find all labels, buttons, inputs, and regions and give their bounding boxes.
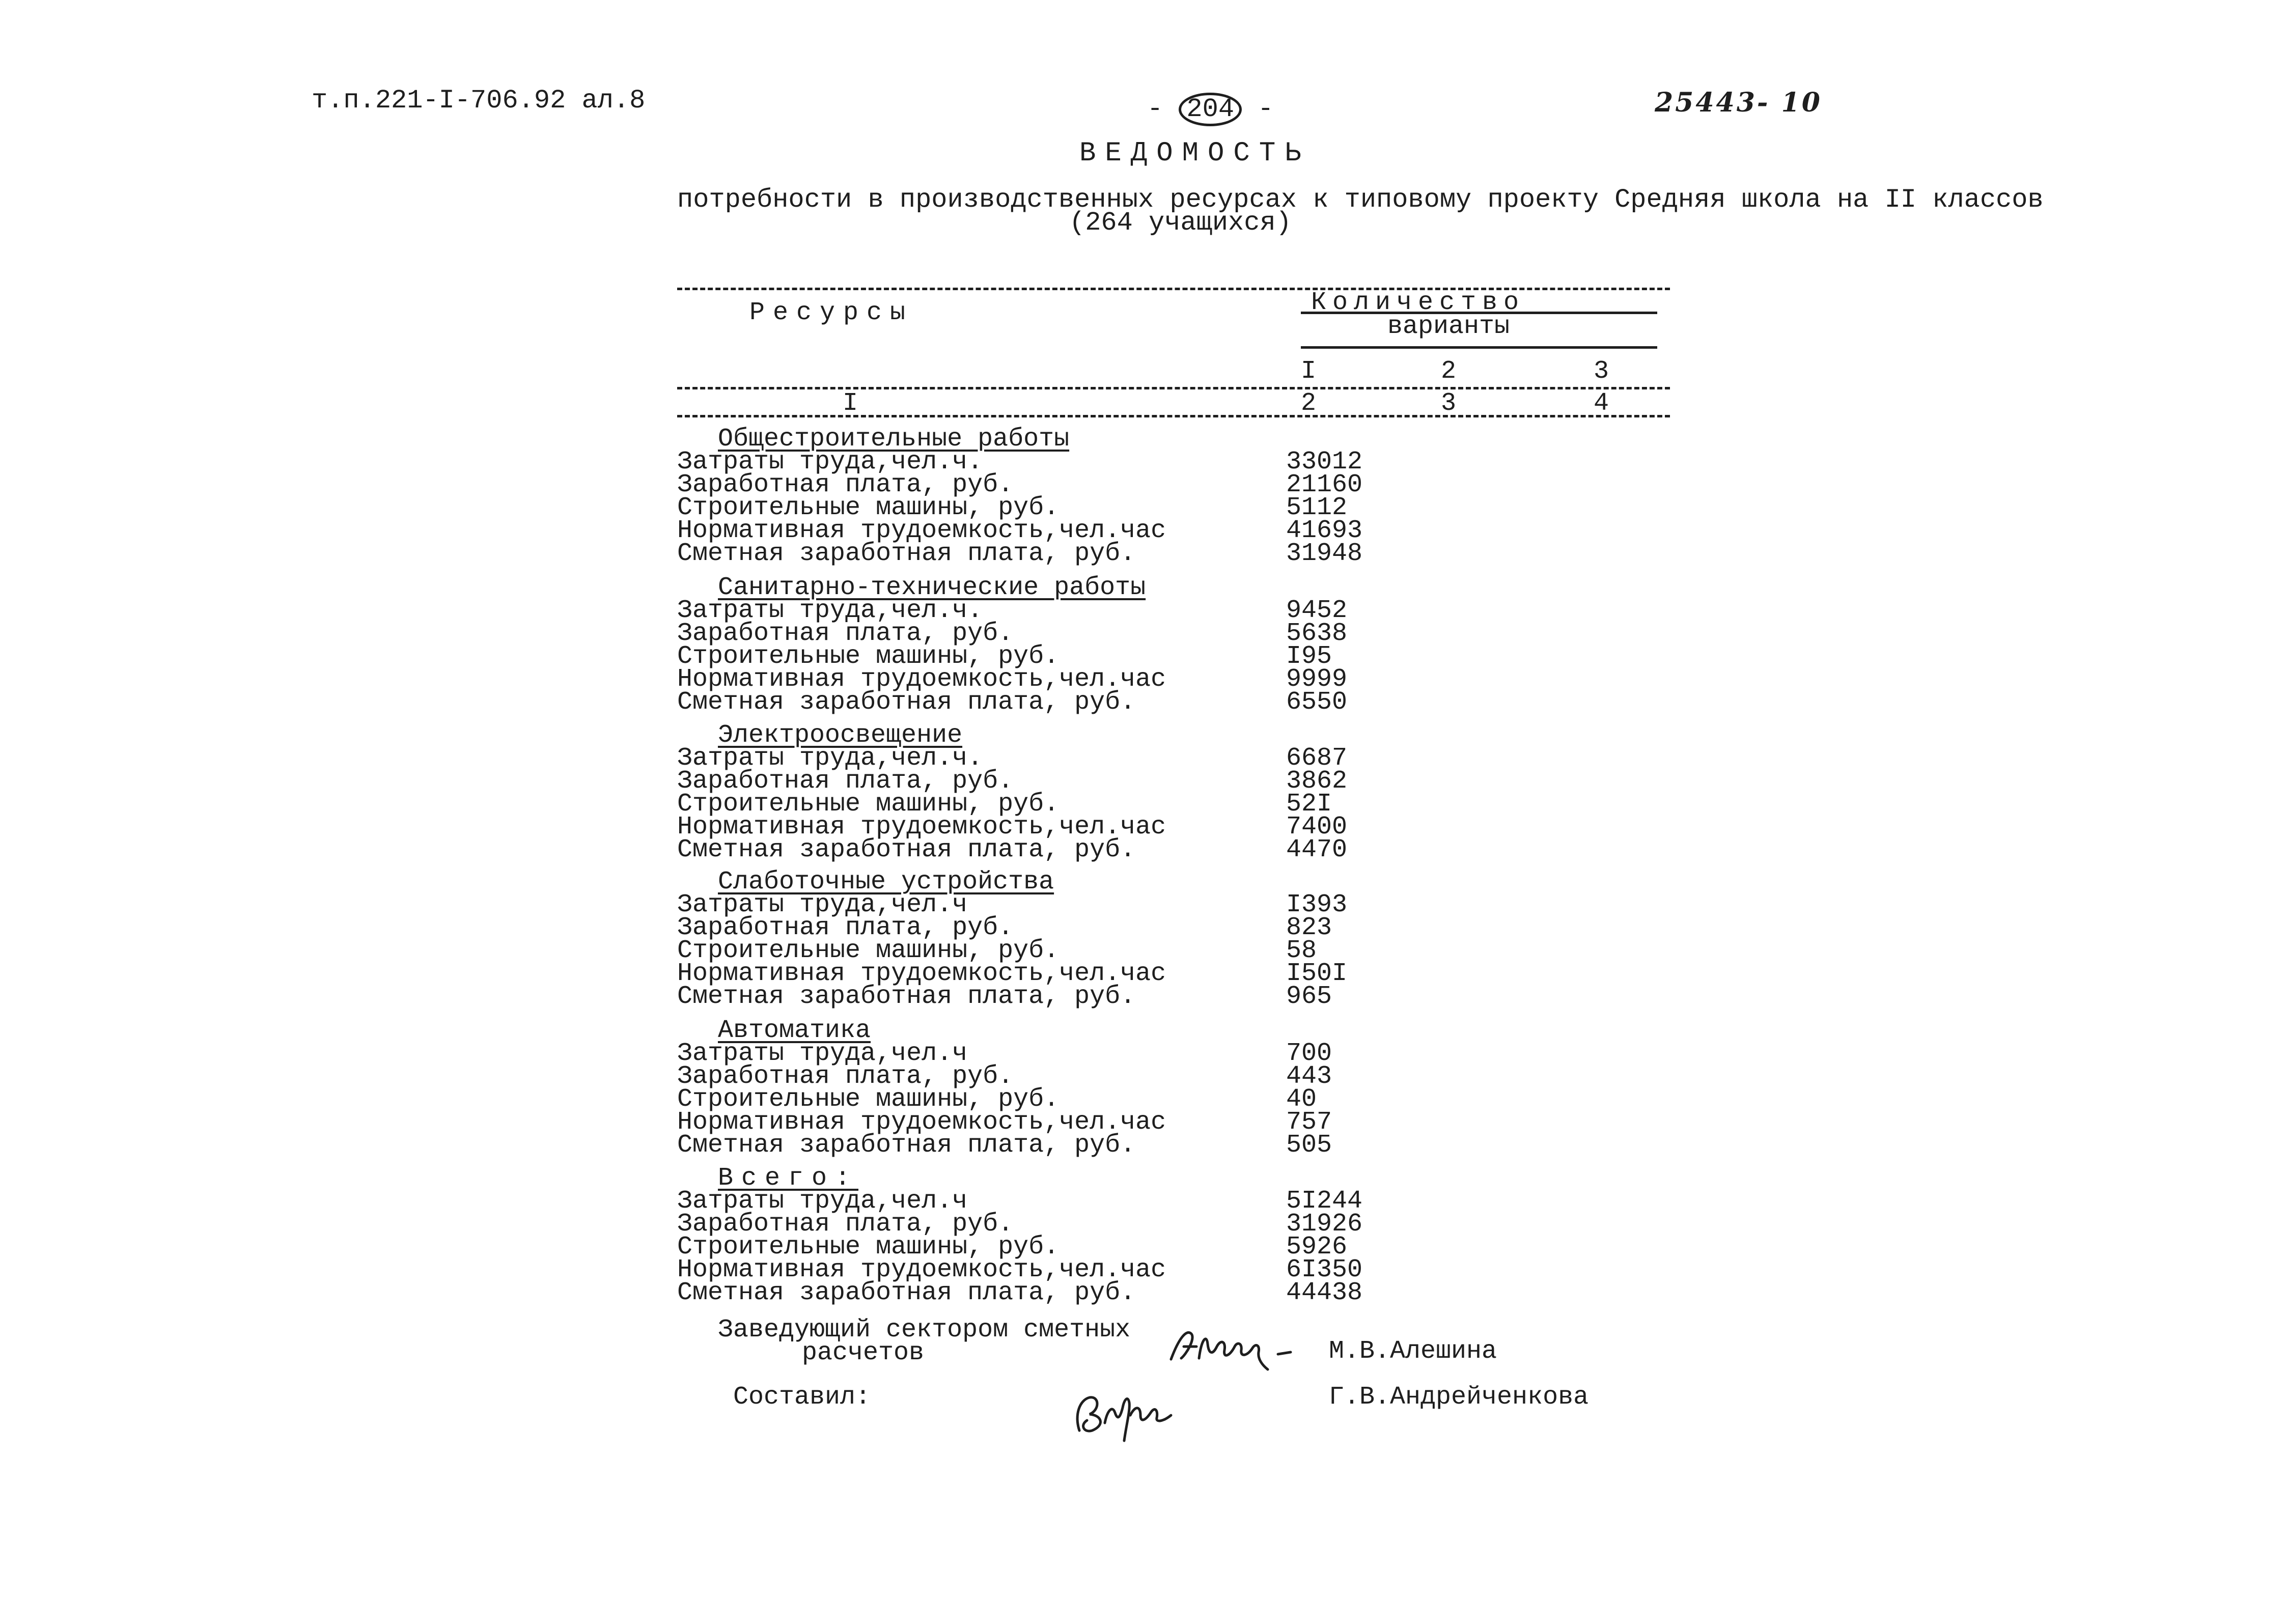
row-value: 4470 xyxy=(1286,835,1348,864)
row-value: 31926 xyxy=(1286,1210,1363,1239)
row-value: 6I350 xyxy=(1286,1255,1363,1284)
section-title: Слаботочные устройства xyxy=(718,867,1054,897)
signatory-role: Заведующий сектором сметных xyxy=(718,1315,1131,1345)
row-label: Нормативная трудоемкость,чел.час xyxy=(677,665,1166,694)
row-value: 31948 xyxy=(1286,539,1363,568)
variant-label-3: 3 xyxy=(1594,357,1609,386)
archive-number: 25443- 10 xyxy=(1655,87,1822,118)
row-value: 58 xyxy=(1286,936,1317,965)
row-label: Нормативная трудоемкость,чел.час xyxy=(677,959,1166,988)
row-value: 3862 xyxy=(1286,767,1348,796)
row-value: 6687 xyxy=(1286,744,1348,773)
row-value: I95 xyxy=(1286,642,1332,671)
row-value: I393 xyxy=(1286,890,1348,919)
column-header-variants: варианты xyxy=(1387,312,1510,341)
signatory-name-1: М.В.Алешина xyxy=(1329,1337,1497,1366)
row-value: 443 xyxy=(1286,1062,1332,1091)
compiler-name: Г.В.Андрейченкова xyxy=(1329,1383,1589,1412)
row-value: 33012 xyxy=(1286,447,1363,477)
row-value: 6550 xyxy=(1286,688,1348,717)
row-label: Строительные машины, руб. xyxy=(677,642,1060,671)
column-header-quantity: Количество xyxy=(1311,288,1525,317)
section-title: Общестроительные работы xyxy=(718,425,1070,454)
row-label: Сметная заработная плата, руб. xyxy=(677,1278,1136,1307)
row-label: Заработная плата, руб. xyxy=(677,1062,1014,1091)
variant-label-1: I xyxy=(1301,357,1317,386)
row-label: Нормативная трудоемкость,чел.час xyxy=(677,813,1166,842)
row-label: Затраты труда,чел.ч. xyxy=(677,744,983,773)
row-value: 41693 xyxy=(1286,516,1363,545)
row-label: Заработная плата, руб. xyxy=(677,1210,1014,1239)
row-label: Сметная заработная плата, руб. xyxy=(677,982,1136,1011)
row-label: Затраты труда,чел.ч xyxy=(677,1187,968,1216)
page-number: - 204 - xyxy=(1147,93,1273,126)
row-label: Заработная плата, руб. xyxy=(677,767,1014,796)
row-value: 5638 xyxy=(1286,619,1348,648)
row-label: Строительные машины, руб. xyxy=(677,1085,1060,1114)
row-value: 7400 xyxy=(1286,813,1348,842)
row-label: Заработная плата, руб. xyxy=(677,619,1014,648)
row-value: 5I244 xyxy=(1286,1187,1363,1216)
handwritten-signature-1 xyxy=(1166,1319,1298,1375)
document-code: т.п.221-I-706.92 ал.8 xyxy=(312,86,646,116)
document-subtitle: потребности в производственных ресурсах к типовому проекту Средняя школа на II классов xyxy=(677,185,2044,215)
section-title: Электроосвещение xyxy=(718,721,963,750)
row-label: Строительные машины, руб. xyxy=(677,936,1060,965)
column-number-3: 3 xyxy=(1441,389,1457,418)
row-label: Нормативная трудоемкость,чел.час xyxy=(677,516,1166,545)
row-label: Строительные машины, руб. xyxy=(677,1233,1060,1262)
row-value: 44438 xyxy=(1286,1278,1363,1307)
handwritten-signature-2 xyxy=(1069,1375,1181,1446)
row-label: Заработная плата, руб. xyxy=(677,470,1014,499)
row-value: 52I xyxy=(1286,790,1332,819)
row-label: Строительные машины, руб. xyxy=(677,493,1060,522)
row-label: Затраты труда,чел.ч xyxy=(677,1039,968,1068)
row-value: 700 xyxy=(1286,1039,1332,1068)
compiler-label: Составил: xyxy=(733,1383,871,1412)
column-number-2: 2 xyxy=(1301,389,1317,418)
row-value: 757 xyxy=(1286,1108,1332,1137)
row-value: 21160 xyxy=(1286,470,1363,499)
page-number-circle: 204 xyxy=(1179,93,1242,126)
row-value: 965 xyxy=(1286,982,1332,1011)
row-value: 9999 xyxy=(1286,665,1348,694)
variant-label-2: 2 xyxy=(1441,357,1457,386)
row-label: Нормативная трудоемкость,чел.час xyxy=(677,1255,1166,1284)
row-label: Заработная плата, руб. xyxy=(677,913,1014,942)
section-title: Всего: xyxy=(718,1164,859,1193)
column-number-1: I xyxy=(843,389,858,418)
row-label: Сметная заработная плата, руб. xyxy=(677,1131,1136,1160)
row-label: Нормативная трудоемкость,чел.час xyxy=(677,1108,1166,1137)
row-value: 9452 xyxy=(1286,596,1348,625)
row-value: I50I xyxy=(1286,959,1348,988)
section-title: Санитарно-технические работы xyxy=(718,573,1146,602)
column-number-bottom-rule xyxy=(677,415,1670,417)
row-value: 505 xyxy=(1286,1131,1332,1160)
row-value: 5112 xyxy=(1286,493,1348,522)
row-label: Строительные машины, руб. xyxy=(677,790,1060,819)
column-number-4: 4 xyxy=(1594,389,1609,418)
row-label: Затраты труда,чел.ч. xyxy=(677,447,983,477)
document-title: ВЕДОМОСТЬ xyxy=(1079,138,1311,169)
row-label: Сметная заработная плата, руб. xyxy=(677,688,1136,717)
section-title: Автоматика xyxy=(718,1016,871,1045)
row-label: Сметная заработная плата, руб. xyxy=(677,539,1136,568)
column-header-resources: Ресурсы xyxy=(749,298,914,327)
column-number-top-rule xyxy=(677,387,1670,389)
signatory-role-continued: расчетов xyxy=(802,1338,925,1367)
row-value: 40 xyxy=(1286,1085,1317,1114)
row-value: 823 xyxy=(1286,913,1332,942)
row-value: 5926 xyxy=(1286,1233,1348,1262)
document-subtitle-2: (264 учащихся) xyxy=(1069,208,1292,238)
variants-underline xyxy=(1301,346,1657,349)
row-label: Затраты труда,чел.ч xyxy=(677,890,968,919)
row-label: Сметная заработная плата, руб. xyxy=(677,835,1136,864)
row-label: Затраты труда,чел.ч. xyxy=(677,596,983,625)
